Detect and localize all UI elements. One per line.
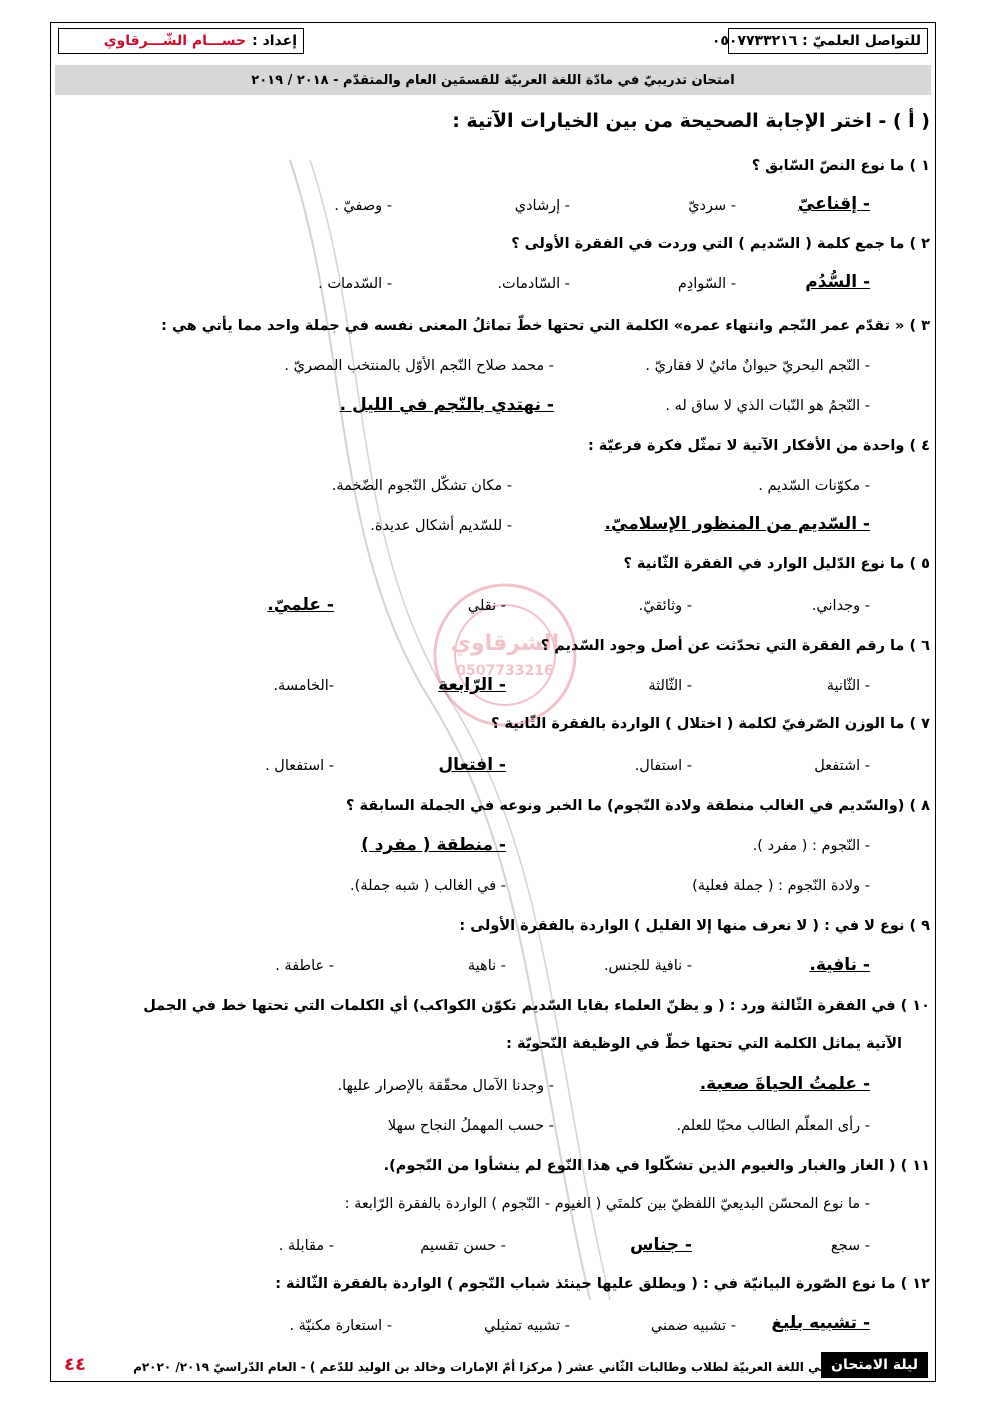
- q3-option-d: - نهتدي بالنّجم في الليل .: [339, 395, 554, 415]
- q6-option-c: - الرّابعة: [438, 675, 506, 695]
- q3-option-b: - محمد صلاح النّجم الأوّل بالمنتخب المصريّ .: [284, 358, 554, 374]
- q4-option-d: - للسّديم أشكال عديدة.: [370, 518, 512, 534]
- question-11-line2: - ما نوع المحسّن البديعيّ اللفظيّ بين كلمتَي ( الغيوم - النّجوم ) الواردة بالفقرة الرّابعة :: [344, 1196, 870, 1212]
- q2-option-d: - السّدمات .: [318, 276, 392, 292]
- q9-option-b: - نافية للجنس.: [603, 958, 692, 974]
- q3-option-c: - النّجمُ هو النّبات الذي لا ساق له .: [665, 398, 870, 414]
- q12-option-c: - تشبيه تمثيلي: [483, 1318, 570, 1334]
- q4-option-c: - السّديم من المنظور الإسلاميّ.: [604, 514, 870, 534]
- q9-option-a: - نافية.: [809, 955, 870, 975]
- q10-option-a: - علمتُ الحياةَ صعبة.: [699, 1074, 870, 1094]
- q4-option-b: - مكان تشكّل النّجوم الضّخمة.: [331, 478, 512, 494]
- question-8: ٨ ) (والسّديم في الغالب منطقة ولادة النّجوم) ما الخبر ونوعه في الجملة السابقة ؟: [346, 798, 930, 814]
- q2-option-a: - السُّدُم: [805, 272, 870, 292]
- svg-text:0507733216: 0507733216: [456, 663, 554, 679]
- q8-option-c: - ولادة النّجوم : ( جملة فعلية): [692, 878, 870, 894]
- section-title: ( أ ) - اختر الإجابة الصحيحة من بين الخيارات الآتية :: [452, 110, 930, 132]
- q12-option-d: - استعارة مكنيّة .: [289, 1318, 392, 1334]
- q5-option-d: - علميّ.: [267, 595, 334, 615]
- q7-option-a: - اشتفعل: [814, 758, 870, 774]
- q3-option-a: - النّجم البحريّ حيوانٌ مائيٌ لا فقاريّ .: [645, 358, 870, 374]
- question-2: ٢ ) ما جمع كلمة ( السّديم ) التي وردت في الفقرة الأولى ؟: [511, 236, 930, 252]
- q2-option-c: - السّادمات.: [497, 276, 570, 292]
- exam-title: امتحان تدريبيّ في مادّة اللغة العربيّة للقسمَين العام والمتقدّم - ٢٠١٨ / ٢٠١٩: [55, 65, 931, 95]
- q6-option-d: -الخامسة.: [273, 678, 334, 694]
- q6-option-a: - الثّانية: [826, 678, 870, 694]
- author-label: إعداد :: [252, 33, 297, 49]
- q8-option-a: - النّجوم : ( مفرد ).: [752, 838, 870, 854]
- q5-option-b: - وثائقيّ.: [638, 598, 692, 614]
- q11-option-c: - حسن تقسيم: [420, 1238, 506, 1254]
- question-6: ٦ ) ما رقم الفقرة التي تحدّثت عن أصل وجود السّديم ؟: [540, 638, 930, 654]
- footer-text: في اللغة العربيّة لطلاب وطالبات الثّاني عشر ( مركزا أمّ الإمارات وخالد بن الوليد للدّعم ) - العام الدّراسيّ ٢٠١٩/ ٢٠٢٠م: [133, 1360, 828, 1374]
- page-number: ٤٤: [64, 1354, 86, 1375]
- footer: [58, 1352, 928, 1382]
- page-frame: [50, 22, 936, 1382]
- q11-option-a: - سجع: [830, 1238, 870, 1254]
- svg-text:الشرقاوي: الشرقاوي: [450, 631, 560, 656]
- q7-option-d: - استفعال .: [265, 758, 334, 774]
- q8-option-b: - منطقة ( مفرد ): [361, 835, 506, 855]
- q7-option-c: - افتعال: [438, 755, 506, 775]
- q1-option-a: - إقناعيّ: [797, 194, 870, 214]
- question-3: ٣ ) « تقدّم عمر النّجم وانتهاء عمره» الكلمة التي تحتها خطّ تماثلُ المعنى نفسه في جملة واحد مما يأتي هي :: [161, 318, 930, 334]
- question-4: ٤ ) واحدة من الأفكار الآتية لا تمثّل فكرة فرعيّة :: [587, 438, 930, 454]
- q5-option-c: - نقلي: [467, 598, 506, 614]
- q10-option-b: - وجدنا الآمال محقّقة بالإصرار عليها.: [337, 1078, 554, 1094]
- q4-option-a: - مكوّنات السّديم .: [758, 478, 870, 494]
- q11-option-d: - مقابلة .: [278, 1238, 334, 1254]
- q10-option-c: - رأى المعلّم الطالب محبّا للعلم.: [676, 1118, 870, 1134]
- q10-option-d: - حسب المهملُ النجاح سهلا: [387, 1118, 554, 1134]
- q8-option-d: - في الغالب ( شبه جملة).: [350, 878, 506, 894]
- q1-option-b: - سرديّ: [688, 198, 736, 214]
- q2-option-b: - السّوادِم: [677, 276, 736, 292]
- q1-option-c: - إرشادي: [514, 198, 570, 214]
- question-10: ١٠ ) في الفقرة الثّالثة ورد : ( و يظنّ العلماء بقايا السّديم تكوّن الكواكب) أي الكلمات التي تحتها خط في الجمل: [143, 998, 930, 1014]
- question-11: ١١ ) ( الغاز والغبار والغيوم الذين تشكّلوا في هذا النّوع لم ينشأوا من النّجوم).: [383, 1158, 930, 1174]
- question-9: ٩ ) نوع لا في : ( لا نعرف منها إلا القليل ) الواردة بالفقرة الأولى :: [459, 918, 930, 934]
- author-name: حســـام الشّـــرقاوي: [103, 33, 247, 49]
- q6-option-b: - الثّالثة: [648, 678, 692, 694]
- q9-option-c: - ناهية: [467, 958, 506, 974]
- q9-option-d: - عاطفة .: [275, 958, 334, 974]
- question-10-line2: الآتية يماثل الكلمة التي تحتها خطّ في الوظيفة النّحويّة :: [506, 1036, 902, 1052]
- question-7: ٧ ) ما الوزن الصّرفيّ لكلمة ( اختلال ) الواردة بالفقرة الثّانية ؟: [490, 716, 930, 732]
- contact-box: [711, 28, 928, 54]
- q11-option-b: - جناس: [629, 1235, 692, 1255]
- q1-option-d: - وصفيّ .: [334, 198, 392, 214]
- question-1: ١ ) ما نوع النصّ السّابق ؟: [751, 158, 930, 174]
- q12-option-a: - تشبيه بليغ: [771, 1313, 870, 1333]
- q7-option-b: - استفال.: [634, 758, 692, 774]
- question-12: ١٢ ) ما نوع الصّورة البيانيّة في : ( ويطلق عليها حينئذ شباب النّجوم ) الواردة بالفقرة الثّالثة :: [275, 1276, 930, 1292]
- q12-option-b: - تشبيه ضمني: [650, 1318, 736, 1334]
- footer-brand: ليلة الامتحان: [821, 1352, 928, 1378]
- author-box: [58, 28, 304, 54]
- q5-option-a: - وجداني.: [811, 598, 870, 614]
- contact-text: للتواصل العلميّ : ٠٥٠٧٧٣٣٢١٦: [711, 33, 921, 49]
- question-5: ٥ ) ما نوع الدّليل الوارد في الفقرة الثّانية ؟: [623, 556, 930, 572]
